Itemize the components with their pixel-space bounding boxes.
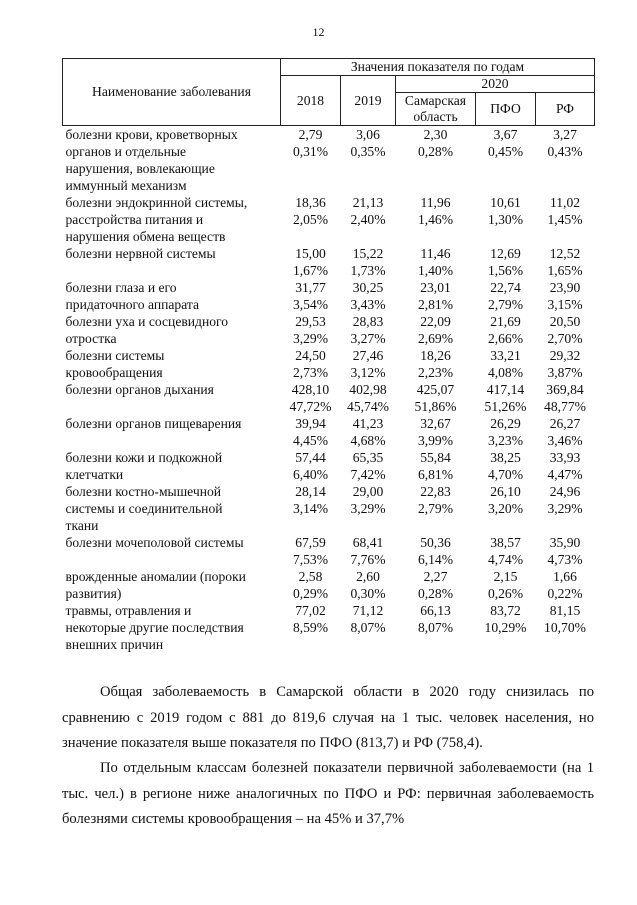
value-rate: 38,57 [490,535,521,550]
value-rate: 28,83 [352,314,384,329]
value-share: 3,20% [487,501,524,516]
disease-name-cell [63,534,281,568]
value-cell-rf [536,534,595,568]
value-cell-pfo [476,245,536,279]
value-rate: 50,36 [420,535,451,550]
value-rate: 2,30 [423,127,448,142]
value-rate: 22,09 [420,314,451,329]
value-cell-pfo [476,279,536,313]
table-row [63,602,595,653]
value-share: 3,54% [292,297,329,312]
value-cell-samara [396,194,476,245]
value-rate: 65,35 [352,450,384,465]
value-cell-rf [536,279,595,313]
value-cell-rf [536,415,595,449]
value-rate: 2,79 [298,127,323,142]
value-share: 2,70% [547,331,583,346]
value-share: 10,70% [544,620,586,635]
value-cell-pfo [476,449,536,483]
value-rate: 68,41 [352,535,384,550]
value-rate: 23,90 [549,280,581,295]
value-cell-samara [396,483,476,534]
value-cell-rf [536,347,595,381]
disease-name-line: некоторые другие последствия [65,620,244,635]
value-share: 8,59% [292,620,329,635]
paragraph-primary-morbidity: По отдельным классам болезней показатели первичной заболеваемости (на 1 тыс. чел.) в регионе ниже аналогичных по ПФО и РФ: первичная заболеваемость болезнями системы кровообращения – на 45% и 37,7% [62,760,594,827]
value-rate: 35,90 [549,535,581,550]
value-share: 8,07% [350,620,386,635]
disease-name-cell [63,347,281,381]
morbidity-table [62,58,595,653]
header-values-by-year: Значения показателя по годам [281,59,595,76]
disease-name-cell [63,381,281,415]
value-share: 1,40% [417,263,454,278]
value-share: 4,70% [487,467,524,482]
value-share: 1,67% [292,263,329,278]
value-share: 2,66% [487,331,524,346]
value-rate: 33,93 [549,450,581,465]
value-cell-rf [536,449,595,483]
disease-name-line: болезни кожи и подкожной [65,450,223,465]
disease-name-line: болезни системы [65,348,165,363]
value-share: 4,47% [547,467,583,482]
disease-name-line: органов и отдельные [65,144,187,159]
value-rate: 24,96 [549,484,581,499]
value-rate: 66,13 [420,603,451,618]
value-cell-samara [396,313,476,347]
table-row [63,534,595,568]
value-cell-samara [396,568,476,602]
value-rate: 12,69 [490,246,521,261]
value-rate: 2,27 [423,569,448,584]
value-rate: 55,84 [420,450,451,465]
disease-name-line: травмы, отравления и [65,603,192,618]
value-share: 0,29% [292,586,329,601]
table-body [63,126,595,654]
header-year-2020: 2020 [396,76,595,93]
value-cell-rf [536,381,595,415]
value-share: 0,30% [350,586,386,601]
value-rate: 18,26 [420,348,451,363]
table-row [63,126,595,195]
value-cell-rf [536,602,595,653]
disease-name-line: придаточного аппарата [65,297,200,312]
disease-name-cell [63,194,281,245]
value-rate: 2,15 [493,569,518,584]
value-share: 0,31% [292,144,329,159]
value-share: 4,74% [487,552,524,567]
header-disease-name: Наименование заболевания [63,59,281,126]
value-rate: 15,22 [352,246,384,261]
value-cell-samara [396,602,476,653]
disease-name-line: болезни глаза и его [65,280,177,295]
value-share: 2,73% [292,365,329,380]
value-cell-v2019 [341,347,396,381]
disease-name-cell [63,483,281,534]
value-rate: 425,07 [416,382,455,397]
value-share: 6,40% [292,467,329,482]
value-share: 3,23% [487,433,524,448]
value-cell-v2018 [281,534,341,568]
value-rate: 67,59 [295,535,326,550]
value-cell-rf [536,126,595,195]
value-cell-pfo [476,126,536,195]
value-rate: 26,27 [549,416,581,431]
value-cell-v2018 [281,602,341,653]
value-cell-rf [536,568,595,602]
value-cell-pfo [476,194,536,245]
disease-name-line [66,262,278,279]
value-rate: 369,84 [546,382,584,397]
value-rate: 417,14 [486,382,525,397]
disease-name-cell [63,415,281,449]
value-rate: 2,60 [356,569,380,584]
value-share: 0,43% [547,144,583,159]
value-share: 8,07% [417,620,454,635]
disease-name-cell [63,313,281,347]
value-rate: 3,27 [553,127,577,142]
value-share: 3,29% [547,501,583,516]
value-cell-rf [536,313,595,347]
value-rate: 27,46 [352,348,384,363]
value-rate: 21,13 [352,195,384,210]
value-cell-v2019 [341,279,396,313]
value-cell-samara [396,279,476,313]
disease-name-line: болезни мочеполовой системы [65,535,244,550]
value-rate: 12,52 [549,246,581,261]
value-cell-samara [396,245,476,279]
value-cell-v2018 [281,415,341,449]
paragraph-general-morbidity: Общая заболеваемость в Самарской области в 2020 году снизилась по сравнению с 2019 годом с 881 до 819,6 случая на 1 тыс. человек населения, но значение показателя выше показателя по ПФО (813,7) и РФ (758,4). [62,684,594,751]
table-row [63,279,595,313]
disease-name-line: внешних причин [65,637,164,652]
value-share: 1,45% [547,212,583,227]
value-share: 1,46% [417,212,454,227]
value-share: 2,23% [417,365,454,380]
value-share: 3,27% [350,331,386,346]
value-cell-v2019 [341,194,396,245]
value-share: 0,35% [350,144,386,159]
value-cell-v2018 [281,245,341,279]
value-share: 48,77% [544,399,586,414]
value-rate: 3,06 [356,127,380,142]
disease-name-line [66,398,278,415]
value-cell-v2018 [281,568,341,602]
value-cell-v2018 [281,381,341,415]
value-share: 2,05% [292,212,329,227]
value-share: 3,43% [350,297,386,312]
value-share: 51,26% [484,399,527,414]
value-share: 1,30% [487,212,524,227]
value-cell-v2018 [281,483,341,534]
value-share: 0,45% [487,144,524,159]
value-rate: 21,69 [490,314,521,329]
disease-name-line: болезни органов дыхания [65,382,214,397]
disease-name-line: болезни костно-мышечной [65,484,222,499]
value-rate: 3,67 [493,127,518,142]
table-row [63,245,595,279]
value-rate: 26,10 [490,484,521,499]
value-cell-pfo [476,313,536,347]
value-rate: 402,98 [349,382,387,397]
value-cell-v2019 [341,534,396,568]
disease-name-line: развития) [65,586,122,601]
value-cell-samara [396,534,476,568]
disease-name-line: ткани [65,518,99,533]
header-year-2018: 2018 [281,76,341,126]
value-share: 1,65% [547,263,583,278]
value-cell-rf [536,483,595,534]
value-share: 3,12% [350,365,386,380]
value-cell-pfo [476,415,536,449]
value-share: 3,46% [547,433,583,448]
value-rate: 11,02 [549,195,581,210]
value-rate: 81,15 [549,603,581,618]
value-share: 0,26% [487,586,524,601]
table-row [63,449,595,483]
header-year-2019: 2019 [341,76,396,126]
table-header [63,59,595,126]
value-share: 1,73% [350,263,386,278]
value-cell-v2019 [341,245,396,279]
value-share: 1,56% [487,263,524,278]
disease-name-cell [63,449,281,483]
value-share: 0,22% [547,586,583,601]
disease-name-line: расстройства питания и [65,212,204,227]
disease-name-cell [63,602,281,653]
value-cell-v2019 [341,415,396,449]
value-cell-pfo [476,568,536,602]
value-rate: 26,29 [490,416,521,431]
value-rate: 22,83 [420,484,451,499]
disease-name-cell [63,245,281,279]
value-cell-samara [396,415,476,449]
value-cell-samara [396,126,476,195]
value-cell-v2018 [281,279,341,313]
header-pfo: ПФО [476,93,536,126]
value-share: 3,14% [292,501,329,516]
disease-name-line: врожденные аномалии (пороки [65,569,246,584]
table-row [63,568,595,602]
value-cell-samara [396,381,476,415]
value-rate: 20,50 [549,314,581,329]
value-rate: 29,53 [295,314,326,329]
value-share: 45,74% [347,399,389,414]
disease-name-line: нарушения обмена веществ [65,229,226,244]
value-cell-v2019 [341,602,396,653]
value-share: 2,79% [487,297,524,312]
disease-name-cell [63,568,281,602]
value-share: 4,08% [487,365,524,380]
value-share: 10,29% [484,620,527,635]
value-cell-samara [396,347,476,381]
value-rate: 33,21 [490,348,521,363]
disease-name-line: болезни эндокринной системы, [65,195,248,210]
table-row [63,381,595,415]
value-cell-samara [396,449,476,483]
disease-name-line: отростка [65,331,117,346]
value-rate: 10,61 [490,195,521,210]
header-rf: РФ [536,93,595,126]
value-rate: 30,25 [352,280,384,295]
value-rate: 11,46 [420,246,451,261]
value-rate: 23,01 [420,280,451,295]
value-share: 2,79% [417,501,454,516]
value-share: 7,76% [350,552,386,567]
disease-name-line: системы и соединительной [65,501,223,516]
value-cell-pfo [476,602,536,653]
table-row [63,483,595,534]
value-share: 51,86% [414,399,457,414]
value-share: 7,42% [350,467,386,482]
value-share: 3,15% [547,297,583,312]
value-cell-v2018 [281,194,341,245]
value-share: 0,28% [417,144,454,159]
value-cell-rf [536,245,595,279]
value-share: 6,14% [417,552,454,567]
value-rate: 15,00 [295,246,326,261]
value-share: 2,81% [417,297,454,312]
disease-name-line: клетчатки [65,467,124,482]
disease-name-line: иммунный механизм [65,178,187,193]
value-cell-v2019 [341,126,396,195]
disease-name-cell [63,126,281,195]
value-rate: 428,10 [291,382,330,397]
value-cell-v2019 [341,381,396,415]
value-rate: 29,00 [352,484,384,499]
value-cell-v2019 [341,313,396,347]
value-rate: 2,58 [298,569,323,584]
value-cell-v2019 [341,568,396,602]
table-row [63,347,595,381]
value-cell-v2018 [281,126,341,195]
value-cell-pfo [476,534,536,568]
disease-name-line: кровообращения [65,365,163,380]
value-share: 6,81% [417,467,454,482]
value-share: 3,87% [547,365,583,380]
value-cell-pfo [476,381,536,415]
value-cell-v2018 [281,313,341,347]
value-rate: 28,14 [295,484,326,499]
header-samara: Самарская область [396,93,476,126]
disease-name-line [66,432,278,449]
value-rate: 1,66 [553,569,577,584]
value-cell-rf [536,194,595,245]
value-rate: 71,12 [352,603,384,618]
value-cell-pfo [476,483,536,534]
table-row [63,313,595,347]
value-share: 0,28% [417,586,454,601]
value-rate: 57,44 [295,450,326,465]
value-rate: 39,94 [295,416,326,431]
disease-name-line [66,551,278,568]
value-cell-v2019 [341,449,396,483]
value-rate: 38,25 [490,450,521,465]
value-cell-pfo [476,347,536,381]
value-share: 4,68% [350,433,386,448]
value-share: 7,53% [292,552,329,567]
value-share: 4,45% [292,433,329,448]
value-rate: 32,67 [420,416,451,431]
table-row [63,194,595,245]
disease-name-line: нарушения, вовлекающие [65,161,215,176]
value-cell-v2019 [341,483,396,534]
disease-name-line: болезни крови, кроветворных [65,127,238,142]
value-rate: 18,36 [295,195,326,210]
value-rate: 22,74 [490,280,521,295]
value-share: 47,72% [289,399,332,414]
table-row [63,415,595,449]
value-cell-v2018 [281,449,341,483]
value-rate: 24,50 [295,348,326,363]
value-rate: 11,96 [420,195,451,210]
page-number: 12 [312,25,325,39]
value-rate: 31,77 [295,280,326,295]
value-share: 3,99% [417,433,454,448]
value-cell-v2018 [281,347,341,381]
value-rate: 29,32 [549,348,581,363]
value-rate: 41,23 [352,416,384,431]
value-share: 2,69% [417,331,454,346]
value-rate: 77,02 [295,603,326,618]
value-rate: 83,72 [490,603,521,618]
value-share: 3,29% [350,501,386,516]
disease-name-cell [63,279,281,313]
value-share: 4,73% [547,552,583,567]
value-share: 2,40% [350,212,386,227]
disease-name-line: болезни уха и сосцевидного [65,314,229,329]
disease-name-line: болезни нервной системы [65,246,216,261]
value-share: 3,29% [292,331,329,346]
disease-name-line: болезни органов пищеварения [65,416,242,431]
